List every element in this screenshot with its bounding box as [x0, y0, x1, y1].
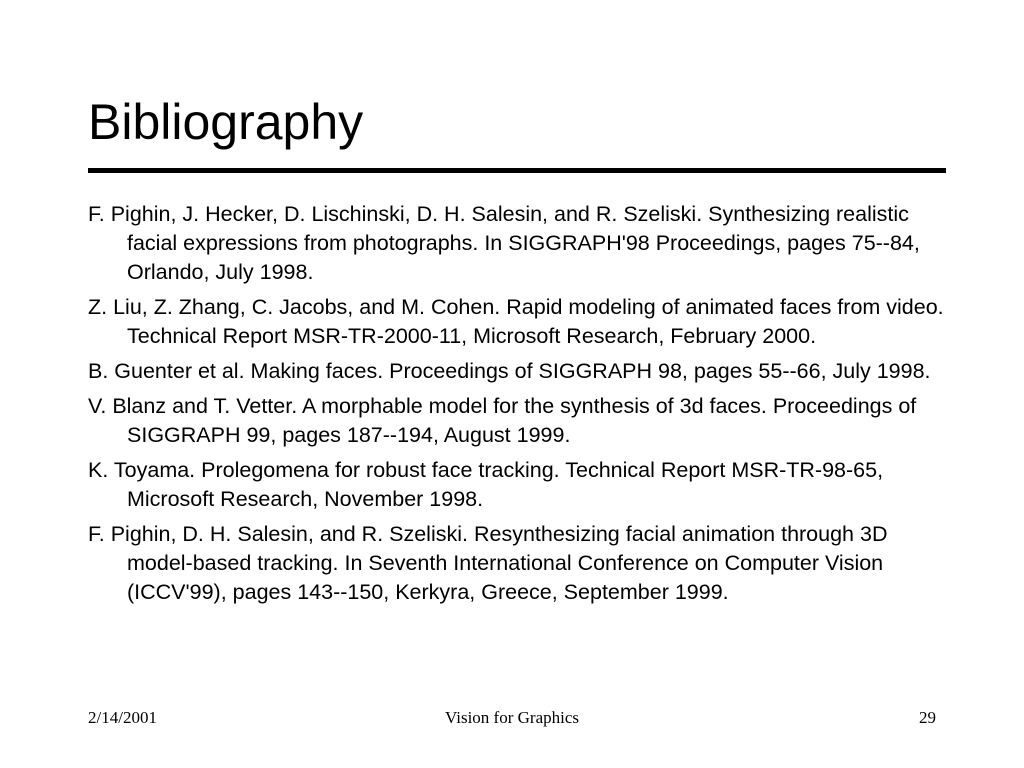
reference-item-6: F. Pighin, D. H. Salesin, and R. Szeliski. Resynthesizing facial animation through 3D model-based tracking. In Seventh International Conference on Computer Vision (ICCV'99), pages 143--150, Kerkyra, Greece, September 1999. — [88, 522, 888, 604]
footer-page-number: 29 — [919, 708, 936, 727]
reference-item-1: F. Pighin, J. Hecker, D. Lischinski, D. H. Salesin, and R. Szeliski. Synthesizing realistic facial expressions from photographs. In SIGGRAPH'98 Proceedings, pages 75--84, Orlando, July 1998. — [88, 202, 920, 284]
slide-title: Bibliography — [88, 94, 364, 150]
reference-item-4: V. Blanz and T. Vetter. A morphable model for the synthesis of 3d faces. Proceedings of SIGGRAPH 99, pages 187--194, August 1999. — [88, 394, 917, 447]
reference-list — [88, 200, 948, 613]
reference-item-2: Z. Liu, Z. Zhang, C. Jacobs, and M. Cohen. Rapid modeling of animated faces from video. Technical Report MSR-TR-2000-11, Microsoft Research, February 2000. — [88, 295, 944, 348]
title-underline-rule — [88, 168, 946, 173]
reference-item-5: K. Toyama. Prolegomena for robust face tracking. Technical Report MSR-TR-98-65, Microsoft Research, November 1998. — [88, 458, 884, 511]
footer-date: 2/14/2001 — [88, 708, 157, 727]
footer-title: Vision for Graphics — [444, 708, 579, 727]
reference-item-3: B. Guenter et al. Making faces. Proceedings of SIGGRAPH 98, pages 55--66, July 1998. — [88, 359, 931, 383]
